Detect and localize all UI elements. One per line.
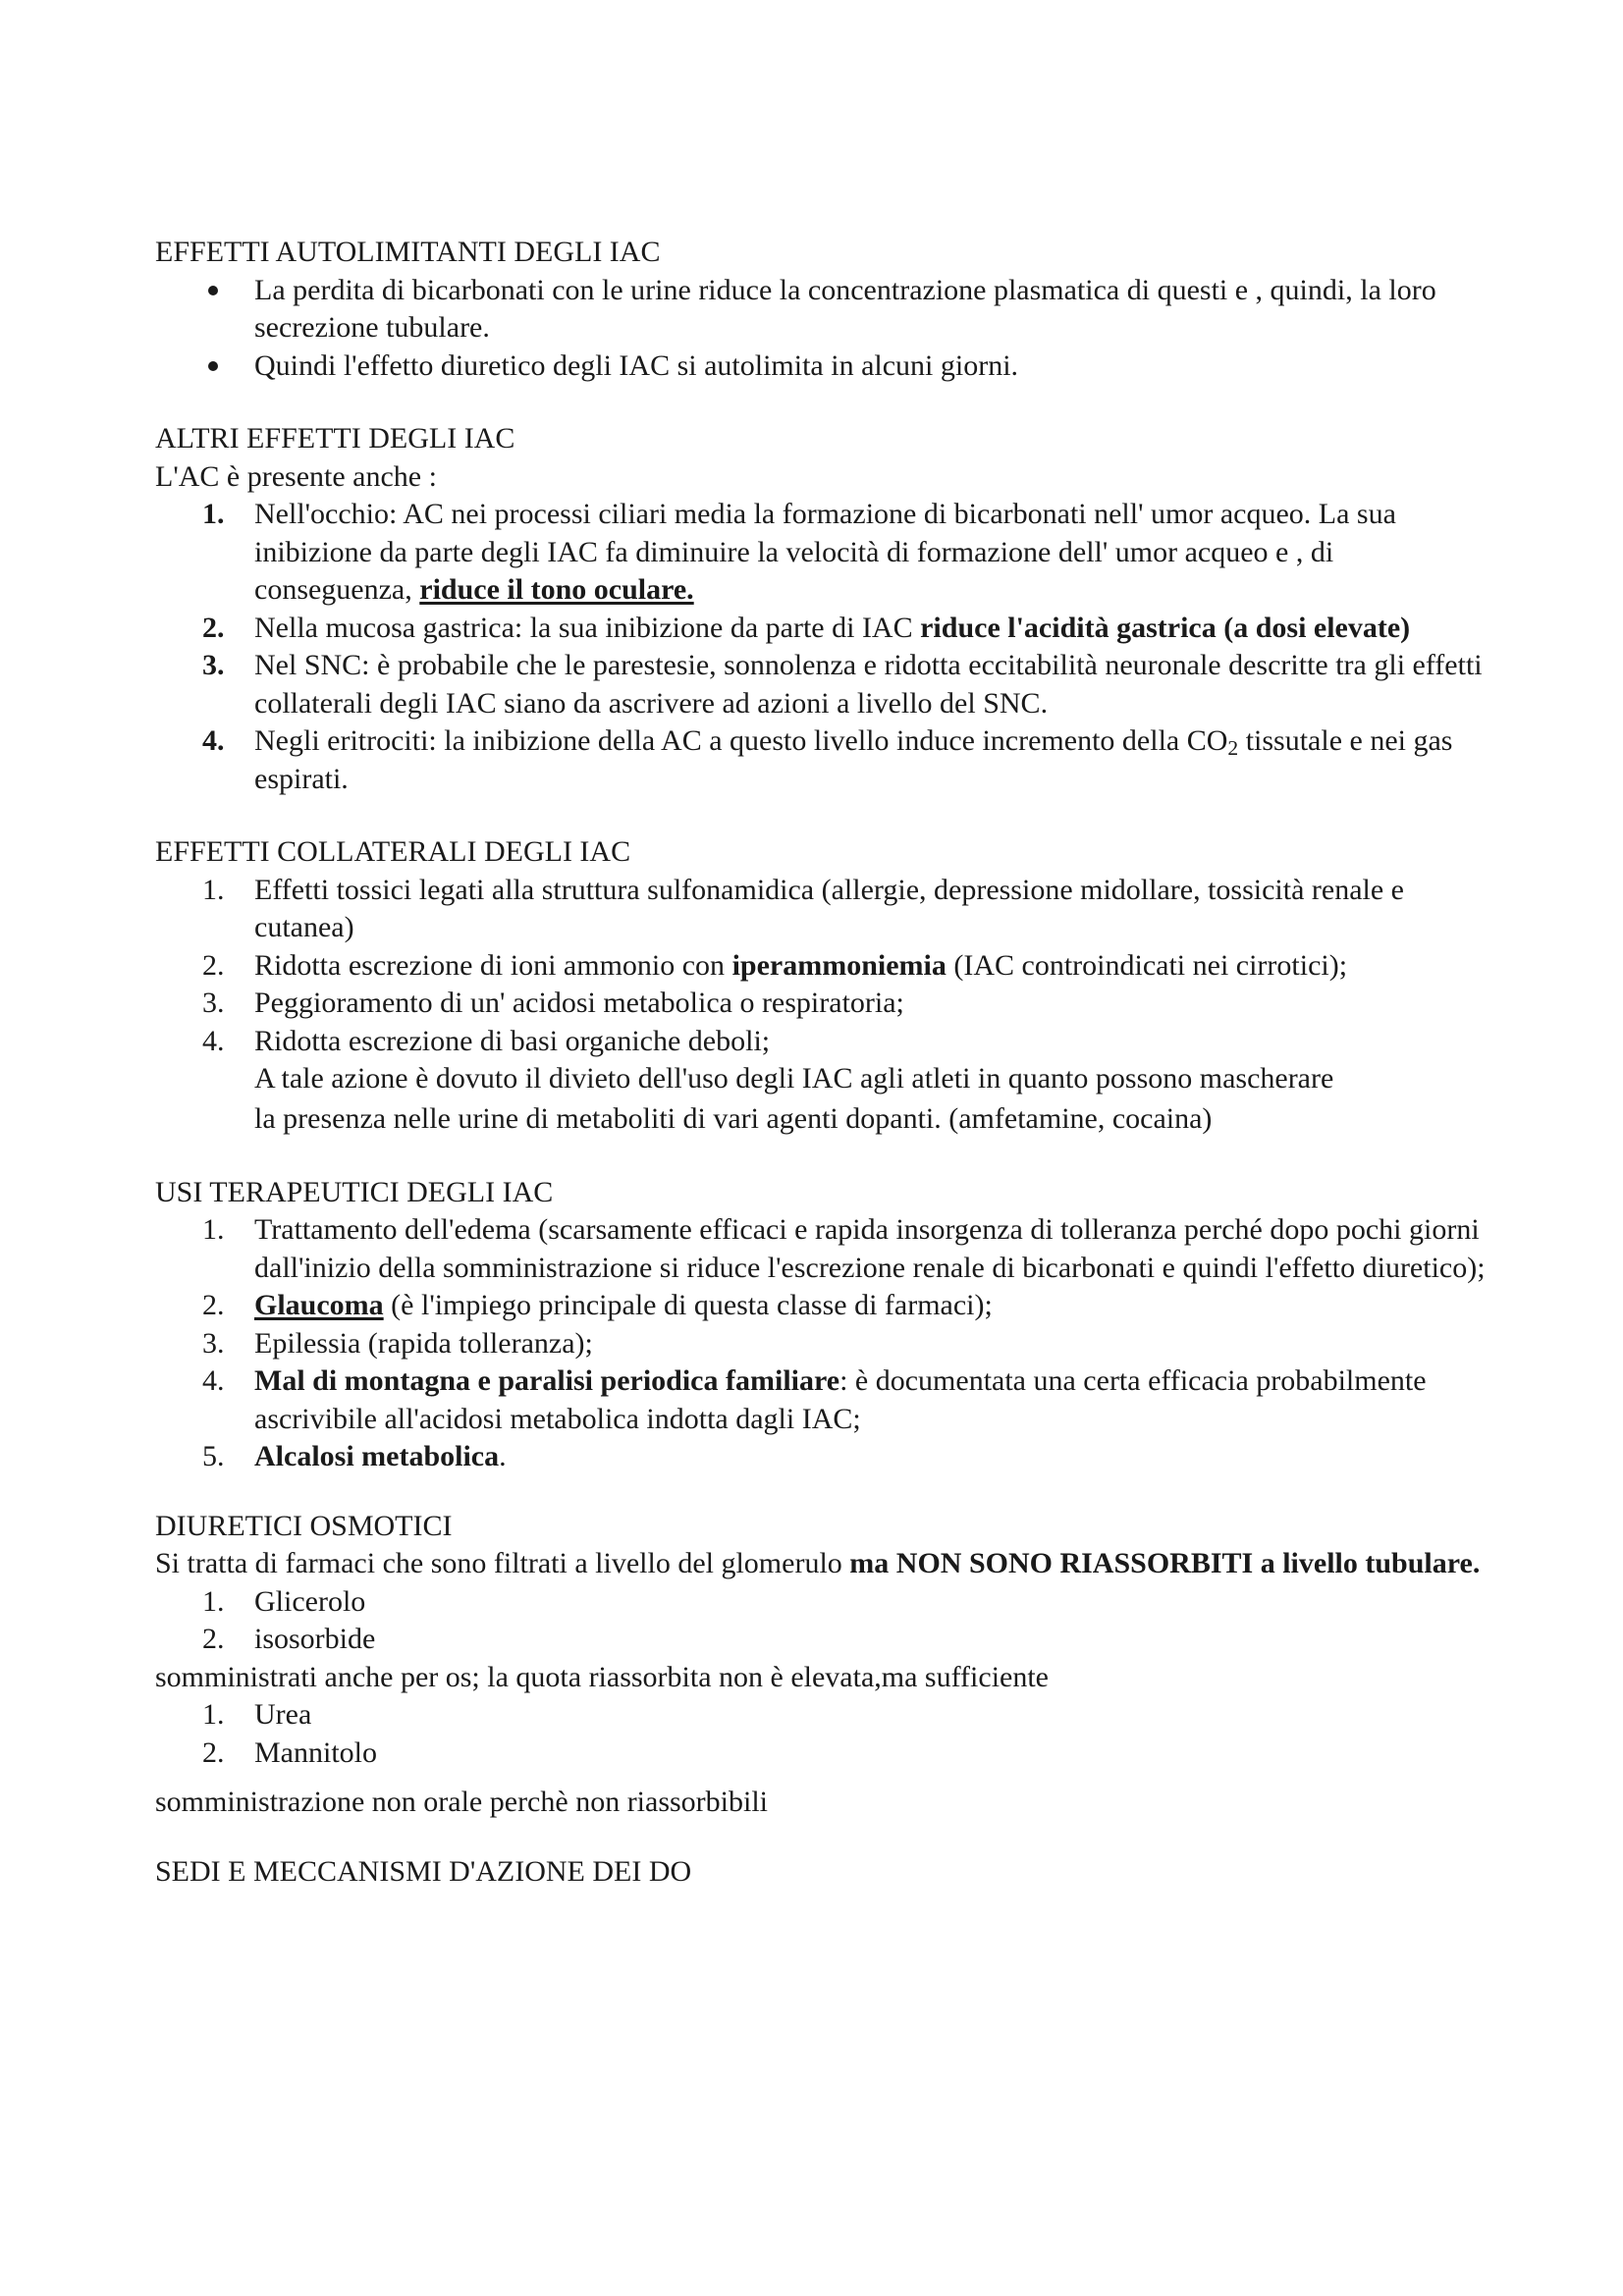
item-text-continued: tissutale e nei gas espirati. (254, 724, 1453, 795)
item-text: Glicerolo (254, 1584, 366, 1618)
list-number: 1. (202, 1698, 225, 1731)
list-item (155, 496, 1490, 610)
list-item (155, 947, 1490, 986)
item-text: isosorbide (254, 1623, 376, 1655)
section-title-altri-effetti: ALTRI EFFETTI DEGLI IAC (155, 422, 515, 454)
item-text: Peggioramento di un' acidosi metabolica o respiratoria; (254, 987, 904, 1019)
list-item: La perdita di bicarbonati con le urine riduce la concentrazione plasmatica di questi e , quindi, la loro secrezione tubulare. (155, 272, 1490, 347)
list-item (155, 647, 1490, 722)
document-page (155, 234, 1490, 1891)
list-number: 3. (202, 1326, 225, 1360)
item-emphasis: Alcalosi metabolica (254, 1440, 500, 1472)
osmotici-list-non-oral (155, 1696, 1490, 1772)
autolimitanti-bullet-list (155, 272, 1490, 386)
list-item (155, 1325, 1490, 1363)
list-item (155, 1211, 1490, 1287)
list-item (155, 1735, 1490, 1773)
item-text: Urea (254, 1698, 312, 1731)
list-number: 5. (202, 1440, 225, 1472)
osmotici-list-oral (155, 1583, 1490, 1659)
list-number: 3. (202, 987, 225, 1019)
item-text: Ridotta escrezione di basi organiche deboli; (254, 1024, 771, 1057)
osmotici-intro (155, 1545, 1490, 1583)
list-number: 4. (202, 1364, 225, 1397)
list-item (155, 1023, 1490, 1139)
list-item: Quindi l'effetto diuretico degli IAC si autolimita in alcuni giorni. (155, 347, 1490, 386)
list-item (155, 1362, 1490, 1438)
item-emphasis: Glaucoma (254, 1289, 384, 1321)
list-number: 4. (202, 724, 225, 757)
item-text: Trattamento dell'edema (scarsamente efficaci e rapida insorgenza di tolleranza perché dopo pochi giorni dall'inizio della somministrazione si riduce l'escrezione renale di bicarbonati e quindi l'effetto diuretico); (254, 1213, 1486, 1284)
item-text: Epilessia (rapida tolleranza); (254, 1326, 593, 1360)
osmotici-note-oral: somministrati anche per os; la quota riassorbita non è elevata,ma sufficiente (155, 1660, 1049, 1693)
item-text-extra: A tale azione è dovuto il divieto dell'uso degli IAC agli atleti in quanto possono mascherare (254, 1062, 1334, 1095)
item-emphasis: riduce l'acidità gastrica (a dosi elevate) (920, 611, 1411, 644)
list-item (155, 610, 1490, 648)
intro-emphasis: ma NON SONO RIASSORBITI a livello tubulare. (849, 1547, 1481, 1579)
item-text: Ridotta escrezione di ioni ammonio con (254, 948, 726, 982)
item-text: Effetti tossici legati alla struttura sulfonamidica (allergie, depressione midollare, tossicità renale e cutanea) (254, 873, 1404, 943)
section-title-diuretici-osmotici: DIURETICI OSMOTICI (155, 1509, 453, 1542)
list-number: 1. (202, 1584, 225, 1618)
altri-effetti-intro: L'AC è presente anche : (155, 459, 437, 493)
list-number: 1. (202, 498, 225, 530)
altri-effetti-list (155, 496, 1490, 798)
list-number: 1. (202, 873, 225, 906)
subscript: 2 (1227, 735, 1239, 760)
item-text: (è l'impiego principale di questa classe di farmaci); (391, 1289, 993, 1321)
list-item (155, 1287, 1490, 1325)
collaterali-list (155, 872, 1490, 1139)
item-text: Mannitolo (254, 1735, 377, 1769)
list-number: 2. (202, 1623, 225, 1655)
list-number: 4. (202, 1024, 225, 1057)
osmotici-note-non-oral: somministrazione non orale perchè non riassorbibili (155, 1786, 769, 1818)
item-text: Nell'occhio: AC nei processi ciliari media la formazione di bicarbonati nell' umor acqueo. La sua inibizione da parte degli IAC fa diminuire la velocità di formazione dell' umor acqueo e , di conseguenza, (254, 498, 1396, 606)
list-item (155, 1621, 1490, 1659)
list-number: 2. (202, 1735, 225, 1769)
section-title-collaterali: EFFETTI COLLATERALI DEGLI IAC (155, 835, 631, 868)
list-number: 3. (202, 649, 225, 681)
list-item (155, 1696, 1490, 1735)
intro-text: Si tratta di farmaci che sono filtrati a livello del glomerulo (155, 1547, 842, 1579)
list-item (155, 722, 1490, 798)
item-emphasis: iperammoniemia (731, 948, 947, 982)
list-item (155, 1438, 1490, 1476)
item-text-continued: (IAC controindicati nei cirrotici); (953, 948, 1348, 982)
list-item (155, 985, 1490, 1023)
list-item (155, 1583, 1490, 1622)
item-text: Nel SNC: è probabile che le parestesie, sonnolenza e ridotta eccitabilità neuronale descritte tra gli effetti collaterali degli IAC siano da ascrivere ad azioni a livello del SNC. (254, 649, 1483, 720)
list-number: 2. (202, 1289, 225, 1321)
list-number: 2. (202, 948, 225, 982)
item-text-extra: la presenza nelle urine di metaboliti di vari agenti dopanti. (amfetamine, cocaina) (254, 1101, 1213, 1135)
section-title-autolimitanti: EFFETTI AUTOLIMITANTI DEGLI IAC (155, 236, 661, 268)
usi-terapeutici-list (155, 1211, 1490, 1476)
item-text: : è documentata una certa efficacia probabilmente ascrivibile all'acidosi metabolica indotta dagli IAC; (254, 1364, 1427, 1435)
item-emphasis: riduce il tono oculare. (419, 573, 694, 606)
list-number: 2. (202, 611, 225, 644)
item-emphasis: Mal di montagna e paralisi periodica familiare (254, 1364, 840, 1397)
section-title-sedi-meccanismi: SEDI E MECCANISMI D'AZIONE DEI DO (155, 1854, 692, 1888)
item-text: Nella mucosa gastrica: la sua inibizione da parte di IAC (254, 611, 913, 644)
list-item (155, 872, 1490, 947)
item-text: . (499, 1440, 507, 1472)
list-number: 1. (202, 1213, 225, 1246)
section-title-usi-terapeutici: USI TERAPEUTICI DEGLI IAC (155, 1175, 554, 1208)
item-text: Negli eritrociti: la inibizione della AC a questo livello induce incremento della CO (254, 724, 1228, 757)
